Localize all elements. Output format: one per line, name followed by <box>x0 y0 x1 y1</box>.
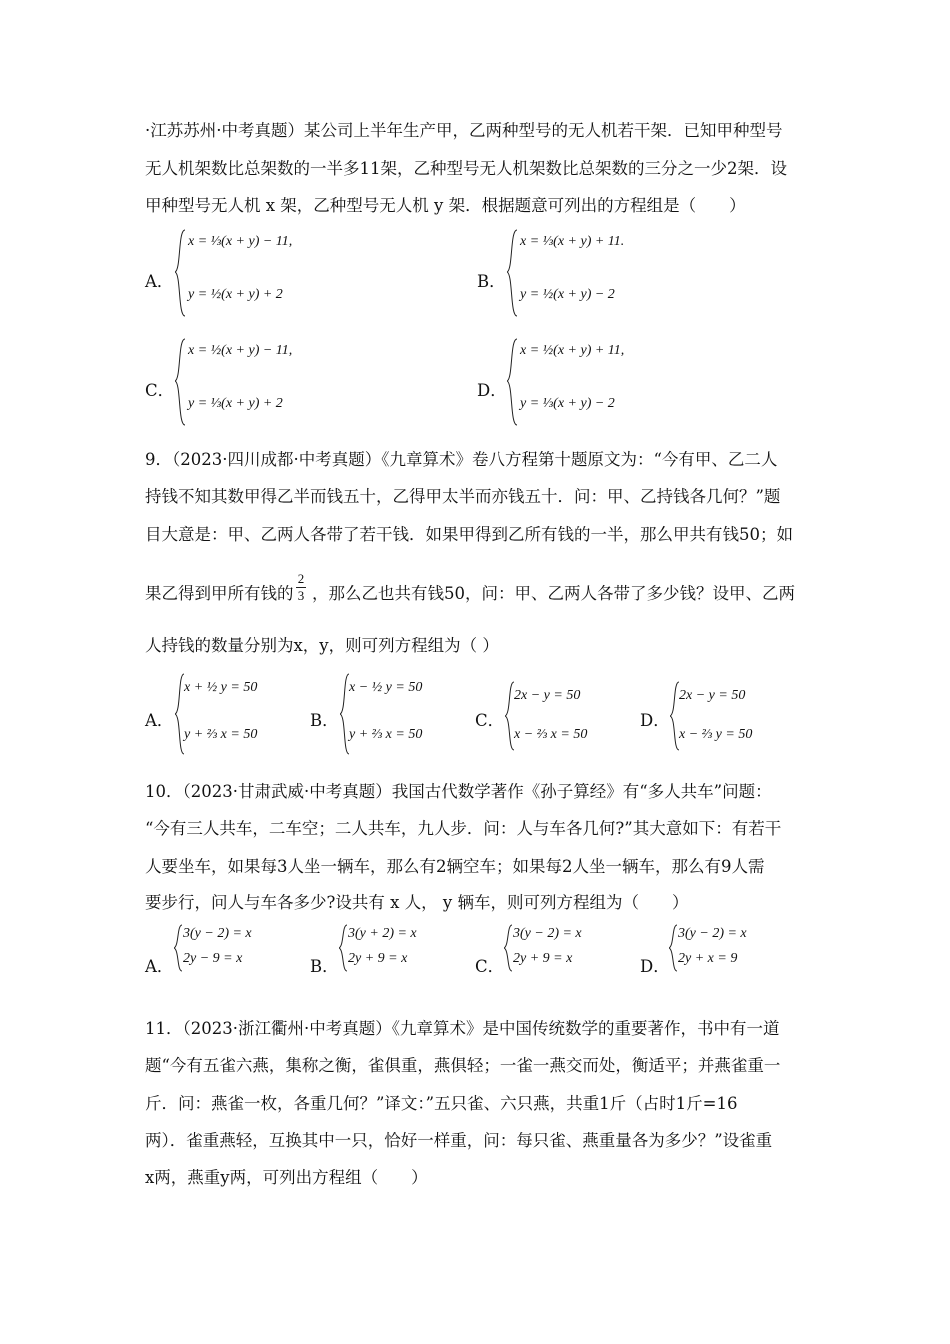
q9-option-b-label[interactable]: B． <box>310 711 339 730</box>
q9-fraction-num: 2 <box>297 571 305 586</box>
q8-option-b-eq1: x = ⅓(x + y) + 11. <box>520 234 625 249</box>
q8-line-3: 甲种型号无人机 x 架，乙种型号无人机 y 架．根据题意可列出的方程组是（ ） <box>145 196 746 215</box>
q10-option-d-eq2: 2y + x = 9 <box>678 951 738 966</box>
q8-option-a-label[interactable]: A． <box>145 272 174 291</box>
q10-option-c-eq2: 2y + 9 = x <box>513 951 573 966</box>
q10-option-a-eq2: 2y − 9 = x <box>183 951 243 966</box>
q8-option-c-eq1: x = ½(x + y) − 11, <box>188 343 293 358</box>
q10-line-2: “今有三人共车，二车空；二人共车，九人步．问：人与车各几何?”其大意如下：有若干 <box>145 819 782 838</box>
q10-option-b-eq1: 3(y + 2) = x <box>348 926 417 941</box>
q10-option-a-label[interactable]: A． <box>145 957 174 976</box>
q11-line-1: 11．（2023·浙江衢州·中考真题）《九章算术》是中国传统数学的重要著作，书中有一道 <box>145 1019 780 1038</box>
q10-option-d-eq1: 3(y − 2) = x <box>678 926 747 941</box>
q10-option-c-eq1: 3(y − 2) = x <box>513 926 582 941</box>
q11-line-5: x两，燕重y两，可列出方程组（ ） <box>145 1168 428 1187</box>
q10-line-3: 人要坐车，如果每3人坐一辆车，那么有2辆空车；如果每2人坐一辆车，那么有9人需 <box>145 857 765 876</box>
q9-option-d-eq1: 2x − y = 50 <box>679 688 746 703</box>
q10-option-c-label[interactable]: C． <box>475 957 505 976</box>
q8-line-1: ·江苏苏州·中考真题）某公司上半年生产甲，乙两种型号的无人机若干架．已知甲种型号 <box>145 121 783 140</box>
q10-line-4: 要步行，问人与车各多少?设共有 x 人， y 辆车，则可列方程组为（ ） <box>145 893 689 912</box>
q8-option-c-label[interactable]: C． <box>145 381 175 400</box>
q9-option-d-label[interactable]: D． <box>640 711 670 730</box>
q8-option-c-eq2: y = ⅓(x + y) + 2 <box>188 396 283 411</box>
q8-option-b-label[interactable]: B． <box>477 272 506 291</box>
q8-option-b-eq2: y = ½(x + y) − 2 <box>520 287 615 302</box>
q10-option-d-label[interactable]: D． <box>640 957 670 976</box>
q9-line-3: 目大意是：甲、乙两人各带了若干钱．如果甲得到乙所有钱的一半，那么甲共有钱50；如 <box>145 525 793 544</box>
q9-line-4b: ，那么乙也共有钱50，问：甲、乙两人各带了多少钱？设甲、乙两 <box>312 584 795 603</box>
q9-line-2: 持钱不知其数甲得乙半而钱五十，乙得甲太半而亦钱五十．问：甲、乙持钱各几何？”题 <box>145 487 781 506</box>
q10-option-b-eq2: 2y + 9 = x <box>348 951 408 966</box>
q9-fraction <box>296 572 306 603</box>
q8-option-a-eq1: x = ⅓(x + y) − 11, <box>188 234 293 249</box>
q9-option-a-eq1: x + ½ y = 50 <box>184 680 258 695</box>
q8-option-d-eq1: x = ½(x + y) + 11, <box>520 343 625 358</box>
q9-option-d-eq2: x − ⅔ y = 50 <box>679 727 753 742</box>
q9-option-a-eq2: y + ⅔ x = 50 <box>184 727 258 742</box>
q11-line-4: 两）．雀重燕轻，互换其中一只，恰好一样重，问：每只雀、燕重量各为多少？”设雀重 <box>145 1131 773 1150</box>
q8-option-a-eq2: y = ½(x + y) + 2 <box>188 287 283 302</box>
q9-option-c-eq2: x − ⅔ x = 50 <box>514 727 588 742</box>
q10-line-1: 10．（2023·甘肃武威·中考真题）我国古代数学著作《孙子算经》有“多人共车”问题： <box>145 782 772 801</box>
q8-option-d-eq2: y = ⅓(x + y) − 2 <box>520 396 615 411</box>
q11-line-3: 斤．问：燕雀一枚，各重几何？”译文：”五只雀、六只燕，共重1斤（占时1斤=16 <box>145 1094 738 1113</box>
q11-line-2: 题“今有五雀六燕，集称之衡，雀俱重，燕俱轻；一雀一燕交而处，衡适平；并燕雀重一 <box>145 1056 781 1075</box>
q9-option-b-eq2: y + ⅔ x = 50 <box>349 727 423 742</box>
q9-fraction-den: 3 <box>297 588 305 603</box>
q8-option-d-label[interactable]: D． <box>477 381 507 400</box>
q9-line-1: 9．（2023·四川成都·中考真题）《九章算术》卷八方程第十题原文为：“今有甲、乙二人 <box>145 450 778 469</box>
q10-option-b-label[interactable]: B． <box>310 957 339 976</box>
q9-option-b-eq1: x − ½ y = 50 <box>349 680 423 695</box>
q10-option-a-eq1: 3(y − 2) = x <box>183 926 252 941</box>
q9-line-5: 人持钱的数量分别为x，y，则可列方程组为（ ） <box>145 636 499 655</box>
q8-line-2: 无人机架数比总架数的一半多11架，乙种型号无人机架数比总架数的三分之一少2架．设 <box>145 159 787 178</box>
q9-line-4a: 果乙得到甲所有钱的 <box>145 584 294 603</box>
q9-option-a-label[interactable]: A． <box>145 711 174 730</box>
q9-option-c-label[interactable]: C． <box>475 711 505 730</box>
q9-option-c-eq1: 2x − y = 50 <box>514 688 581 703</box>
